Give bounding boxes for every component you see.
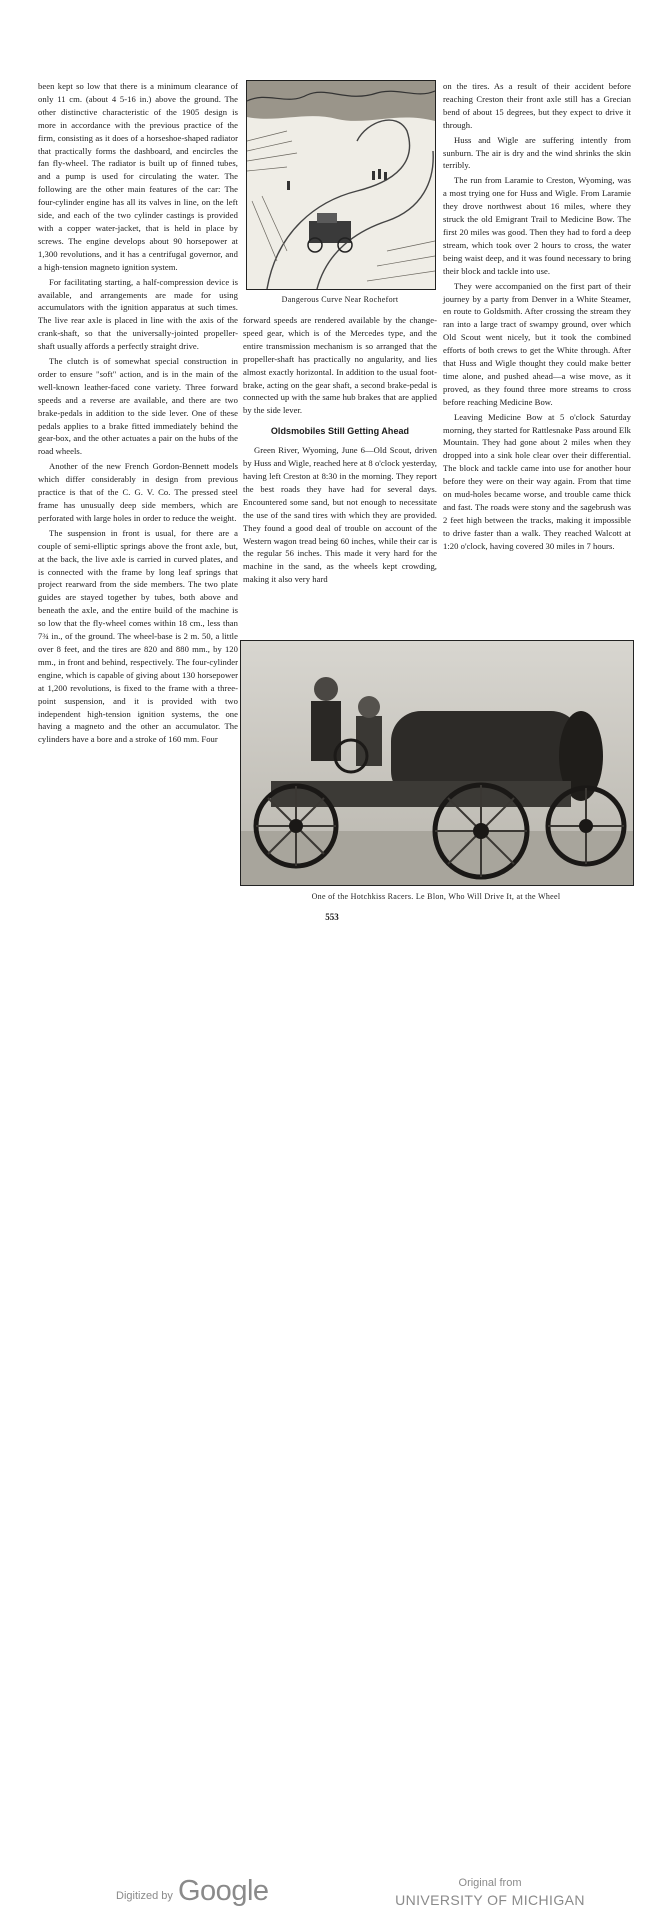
figure-caption: Dangerous Curve Near Rochefort bbox=[281, 295, 399, 304]
digitized-by-label: Digitized by bbox=[116, 1890, 173, 1902]
paragraph: Green River, Wyoming, June 6—Old Scout, driven by Huss and Wigle, reached here at 8 o'clock yesterday, having left Creston at 8:30 in the morning. They report the best roads they have had for several days. Encountered some sand, but not enough to necessitate the use of the sand tires with which they are provided. They found a good deal of trouble on account of the Western wagon tread being 60 inches, while their car is the regular 56 inches. This made it very hard for the machine in the sand, as the wheels kept crowding, making it also very hard bbox=[243, 445, 437, 585]
article-headline: Oldsmobiles Still Getting Ahead bbox=[270, 426, 410, 437]
paragraph: Another of the new French Gordon-Bennett models which differ considerably in design from previous practice is that of the C. G. V. Co. The pressed steel frame has unusually deep side members, which are perforated with large holes in order to reduce the weight. bbox=[38, 461, 238, 523]
paragraph: been kept so low that there is a minimum clearance of only 11 cm. (about 4 5-16 in.) above the ground. The other distinctive characteristic of the 1905 design is more in accordance with the previous practice of the firm, consisting as it does of a horseshoe-shaped radiator that practically forms the dashboard, and encircles the fan fly-wheel. The radiator is built up of finned tubes, and a pump is used for circulating the water. The following are the other main features of the car: The four-cylinder engine has all its valves in line, on the left side, and each of the two cylinder castings is provided with a copper water-jacket, that is held in place by screws. The engine develops about 90 horsepower at 1,300 revolutions, and it has a centrifugal governor, and a high-tension magneto ignition system. bbox=[38, 81, 238, 272]
university-label: UNIVERSITY OF MICHIGAN bbox=[395, 1892, 585, 1908]
original-from-label: Original from bbox=[458, 1877, 522, 1889]
paragraph: For facilitating starting, a half-compression device is available, and arrangements are made for using accumulators with the ignition apparatus at such times. The live rear axle is placed in line with the axis of the crank-shaft, so that the universally-jointed propeller-shaft usually affords a perfectly straight drive. bbox=[38, 276, 238, 352]
page-number: 553 bbox=[325, 912, 339, 922]
racer-photo-image bbox=[241, 641, 633, 885]
paragraph: on the tires. As a result of their accident before reaching Creston their front axle still has a Grecian bend of about 15 degrees, but they expect to drive it through. bbox=[443, 81, 631, 130]
paragraph: The run from Laramie to Creston, Wyoming, was a most trying one for Huss and Wigle. From Laramie they drove northwest about 16 miles, where they struck the old Emigrant Trail to Medicine Bow. The first 20 miles was good. Then they had to ford a deep stream, which took over 2 hours to cross, the water being waist deep, and it was found necessary to bring their block and tackle into use. bbox=[443, 175, 631, 276]
paragraph: The suspension in front is usual, for there are a couple of semi-elliptic springs above the front axle, but, at the back, the live axle is carried in curved plates, and is connected with the frame by long leaf springs that project rearward from the side members. The two plate guides are stayed together by tubes, both above and beneath the axle, and the entire build of the machine is so low that the fly-wheel comes within 18 cm., less than 7¾ in., of the ground. The wheel-base is 2 m. 50, a little over 8 feet, and the tires are 820 and 880 mm., by 120 mm., in front and behind, respectively. The four-cylinder engine, which is capable of giving about 130 horsepower at 1,200 revolutions, is fixed to the frame with a three-point suspension, and it is provided with two independent high-tension ignition systems, the one having a magneto and the other an accumulator. The cylinders have a bore and a stroke of 160 mm. Four bbox=[38, 527, 238, 745]
illustration-dangerous-curve bbox=[246, 80, 436, 290]
text-column-right bbox=[443, 80, 631, 555]
text-column-left bbox=[38, 80, 238, 748]
photo-hotchkiss-racer bbox=[240, 640, 634, 886]
paragraph: The clutch is of somewhat special construction in order to ensure "soft" action, and is in the main of the well-known leather-faced cone variety. Three forward speeds and a reverse are available, and there are two brake-pedals in addition to the side lever. One of these pedals applies to a brake fitted immediately behind the gear-box, and the other actuates a pair on the hubs of the road wheels. bbox=[38, 356, 238, 457]
text-column-middle bbox=[243, 314, 437, 588]
road-sketch-image bbox=[247, 81, 435, 289]
paragraph: Huss and Wigle are suffering intently from sunburn. The air is dry and the wind shrinks the skin terribly. bbox=[443, 134, 631, 171]
paragraph: They were accompanied on the first part of their journey by a party from Denver in a White Steamer, en route to Goldsmith. After crossing the stream they ran into a large tract of swampy ground, over which Old Scout went nicely, but it took the combined efforts of both crews to get the White through. After that Huss and Wigle thought they could make better time alone, and pushed ahead—a wise move, as it proved, as they found three more streams to cross before reaching Medicine Bow. bbox=[443, 280, 631, 407]
paragraph: Leaving Medicine Bow at 5 o'clock Saturday morning, they started for Rattlesnake Pass around Elk Mountain. They had gone about 2 miles when they dropped into a sink hole clear over their differential. The block and tackle came into use for another hour before they were on their way again. From that time on mud-holes became worse, and trouble came thick and fast. The roads were stony and the sagebrush was 2 feet high between the tracks, making it impossible to drive faster than a walk. They reached Walcott at 1:20 o'clock, having covered 30 miles in 7 hours. bbox=[443, 411, 631, 551]
figure-caption: One of the Hotchkiss Racers. Le Blon, Who Will Drive It, at the Wheel bbox=[311, 892, 561, 901]
google-logo: Google bbox=[178, 1875, 269, 1907]
paragraph: forward speeds are rendered available by the change-speed gear, which is of the Mercedes type, and the entire transmission mechanism is so arranged that the propeller-shaft has practically no angularity, and lies almost exactly horizontal. In addition to the usual foot-brake, acting on the gear shaft, a second brake-pedal is connected up with the same hub brakes that are applied by the side lever. bbox=[243, 315, 437, 416]
scan-watermark-footer bbox=[0, 935, 664, 1908]
